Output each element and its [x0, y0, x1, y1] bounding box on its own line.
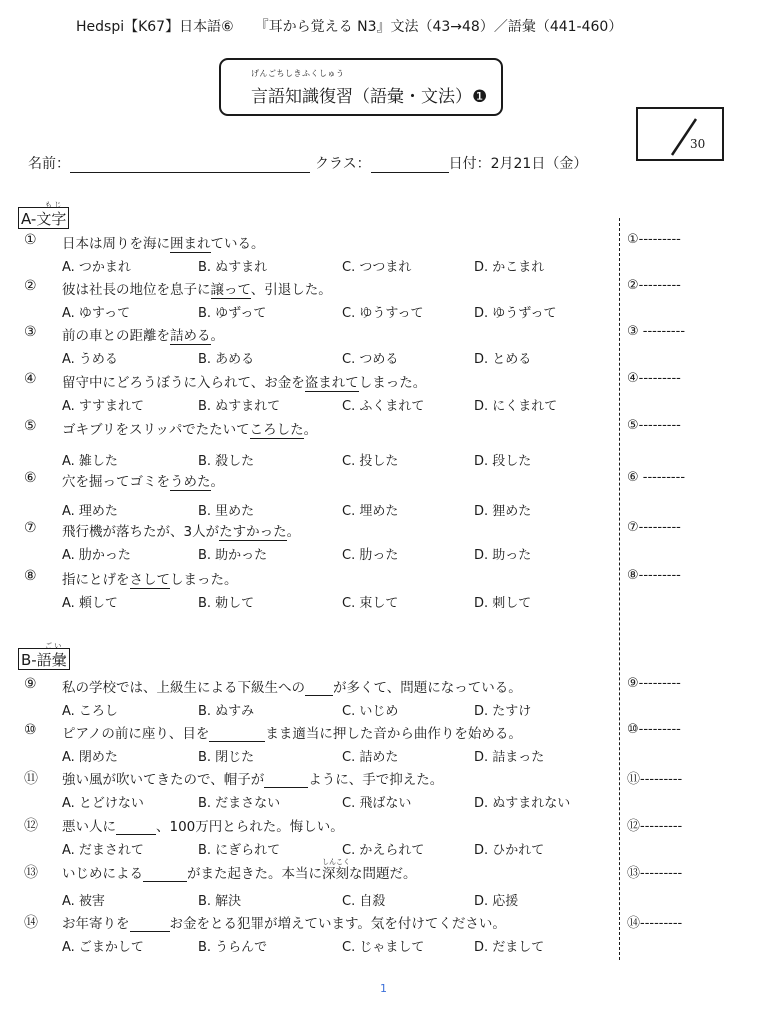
answer-option[interactable]: B. だまさない: [198, 796, 281, 811]
answer-option[interactable]: A. ごまかして: [62, 940, 144, 955]
question-text-post: 。: [303, 422, 318, 438]
fill-in-blank[interactable]: [143, 868, 187, 882]
question-text-post: 、100万円とられた。悔しい。: [156, 819, 344, 835]
question-number: ⑭: [24, 915, 38, 931]
answer-option[interactable]: B. 閉じた: [198, 750, 255, 765]
answer-option[interactable]: D. にくまれて: [474, 399, 558, 414]
answer-option[interactable]: A. 理めた: [62, 504, 118, 519]
question-text-post: しまった。: [358, 375, 427, 391]
answer-slot[interactable]: ⑧---------: [627, 568, 681, 583]
question-text-post: 。: [286, 524, 301, 540]
answer-option[interactable]: D. かこまれ: [474, 260, 545, 275]
score-slash-icon: [638, 109, 722, 159]
question-number: ⑨: [24, 676, 37, 692]
answer-option[interactable]: D. 助った: [474, 548, 532, 563]
question-text-pre: 留守中にどろうぼうに入られて、お金を: [62, 375, 305, 391]
question-number: ①: [24, 232, 37, 248]
answer-option[interactable]: D. ぬすまれない: [474, 796, 571, 811]
question-number: ⑤: [24, 418, 37, 434]
page-number: 1: [380, 982, 387, 995]
question-number: ⑩: [24, 722, 37, 738]
fill-in-blank[interactable]: [130, 918, 170, 932]
question-text-pre: 悪い人に: [62, 819, 116, 835]
section-a-ruby: も じ: [45, 201, 62, 209]
answer-option[interactable]: D. ひかれて: [474, 843, 545, 858]
answer-option[interactable]: D. たすけ: [474, 704, 532, 719]
answer-option[interactable]: B. 里めた: [198, 504, 255, 519]
name-field[interactable]: [28, 153, 310, 173]
answer-option[interactable]: C. 飛ばない: [342, 796, 412, 811]
answer-divider: [619, 218, 620, 960]
question-text-post: ように、手で抑えた。: [308, 772, 444, 788]
question-text-pre: 彼は社長の地位を息子に: [62, 282, 211, 298]
answer-option[interactable]: C. 肋った: [342, 548, 399, 563]
question-text-pre: 穴を掘ってゴミを: [62, 474, 170, 490]
question-number: ③: [24, 324, 37, 340]
question-text-post: 。: [210, 474, 224, 490]
answer-slot[interactable]: ⑨---------: [627, 676, 681, 691]
question-target-word: 囲まれ: [170, 236, 211, 252]
question-text: [62, 520, 300, 540]
question-number: ②: [24, 278, 37, 294]
answer-option[interactable]: B. あめる: [198, 352, 255, 367]
answer-slot[interactable]: ②---------: [627, 278, 681, 293]
answer-option[interactable]: B. 解決: [198, 894, 242, 909]
ruby-base: 深刻: [322, 866, 349, 882]
answer-option[interactable]: A. 被害: [62, 894, 105, 909]
question-text-pre: 飛行機が落ちたが、3人が: [62, 524, 220, 540]
answer-option[interactable]: B. ぬすみ: [198, 704, 255, 719]
question-text: [62, 912, 506, 932]
question-text-post: がまた起きた。本当に: [187, 866, 322, 882]
answer-option[interactable]: B. 助かった: [198, 548, 268, 563]
question-target-word: ころした: [249, 422, 304, 438]
answer-option[interactable]: B. にぎられて: [198, 843, 281, 858]
ruby-word: [322, 858, 350, 882]
answer-slot[interactable]: ⑤---------: [627, 418, 681, 433]
answer-option[interactable]: D. ゆうずって: [474, 306, 557, 321]
question-text: [62, 470, 224, 490]
section-b-ruby: ご い: [45, 642, 62, 650]
question-target-word: 詰める: [170, 328, 211, 344]
fill-in-blank[interactable]: [209, 728, 265, 742]
question-text-pre: 強い風が吹いてきたので、帽子が: [62, 772, 265, 788]
worksheet-title: 言語知識復習（語彙・文法）❶: [251, 87, 488, 107]
answer-option[interactable]: B. 殺した: [198, 454, 255, 469]
question-text-pre: 指にとげを: [62, 572, 130, 588]
section-b-heading: B-語彙: [18, 648, 70, 670]
fill-in-blank[interactable]: [264, 774, 308, 788]
ruby-reading: しんこく: [322, 858, 350, 866]
answer-option[interactable]: C. ゆうすって: [342, 306, 424, 321]
answer-slot[interactable]: ⑪---------: [627, 772, 683, 787]
answer-option[interactable]: A. 頼して: [62, 596, 118, 611]
answer-slot[interactable]: ⑥ ---------: [627, 470, 686, 485]
question-number: ⑦: [24, 520, 37, 536]
answer-option[interactable]: A. 雑した: [62, 454, 118, 469]
score-box: [636, 107, 724, 161]
answer-slot[interactable]: ⑬---------: [627, 866, 683, 881]
question-target-word: 譲って: [210, 282, 251, 298]
answer-option[interactable]: A. うめる: [62, 352, 118, 367]
answer-option[interactable]: D. 狸めた: [474, 504, 532, 519]
question-text: [62, 232, 265, 252]
question-text-pre: お年寄りを: [62, 916, 130, 932]
answer-option[interactable]: A. つかまれ: [62, 260, 131, 275]
question-target-word: うめた: [170, 474, 211, 490]
question-text-post: 。: [210, 328, 224, 344]
question-number: ④: [24, 371, 37, 387]
title-box: [219, 58, 503, 116]
question-text: [62, 418, 317, 438]
answer-option[interactable]: C. いじめ: [342, 704, 399, 719]
question-number: ⑫: [24, 818, 38, 834]
answer-option[interactable]: A. だまされて: [62, 843, 144, 858]
answer-slot[interactable]: ⑫---------: [627, 819, 683, 834]
fill-in-blank[interactable]: [305, 682, 333, 696]
class-blank[interactable]: [371, 158, 449, 173]
answer-option[interactable]: D. 刺して: [474, 596, 532, 611]
answer-option[interactable]: D. だまして: [474, 940, 545, 955]
answer-slot[interactable]: ⑭---------: [627, 916, 683, 931]
answer-option[interactable]: B. ぬすまれ: [198, 260, 268, 275]
class-field[interactable]: [315, 153, 587, 173]
question-text-post: な問題だ。: [349, 866, 417, 882]
question-target-word: 盗まれて: [304, 375, 359, 391]
title-ruby: げんごちしきふくしゅう: [251, 69, 345, 78]
question-text-pre: 私の学校では、上級生による下級生への: [62, 680, 305, 696]
answer-option[interactable]: A. すすまれて: [62, 399, 145, 414]
date-label: 日付：2月21日（金）: [448, 156, 588, 172]
answer-slot[interactable]: ④---------: [627, 371, 681, 386]
answer-option[interactable]: A. ゆすって: [62, 306, 131, 321]
question-text-pre: ゴキブリをスリッパでたたいて: [62, 422, 250, 438]
answer-option[interactable]: A. ころし: [62, 704, 118, 719]
question-number: ⑬: [24, 865, 38, 881]
answer-option[interactable]: C. 束して: [342, 596, 399, 611]
name-blank[interactable]: [70, 158, 310, 173]
question-text: [62, 815, 344, 835]
worksheet-header: Hedspi【K67】日本語⑥ 『耳から覚える N3』文法（43→48）／語彙（441-460）: [76, 19, 623, 35]
class-label: クラス：: [315, 156, 371, 172]
answer-option[interactable]: A. とどけない: [62, 796, 144, 811]
question-text-pre: 前の車との距離を: [62, 328, 170, 344]
question-text-post: まま適当に押した音から曲作りを始める。: [265, 726, 522, 742]
question-text-post: ている。: [210, 236, 265, 252]
answer-option[interactable]: D. とめる: [474, 352, 532, 367]
answer-option[interactable]: C. 投した: [342, 454, 399, 469]
answer-option[interactable]: C. つつまれ: [342, 260, 412, 275]
answer-slot[interactable]: ③ ---------: [627, 324, 686, 339]
question-text-post: しまった。: [170, 572, 238, 588]
answer-option[interactable]: C. ふくまれて: [342, 399, 425, 414]
question-target-word: たすかった: [219, 524, 287, 540]
answer-option[interactable]: C. 自殺: [342, 894, 386, 909]
answer-option[interactable]: A. 閉めた: [62, 750, 118, 765]
name-label: 名前：: [28, 156, 70, 172]
answer-slot[interactable]: ①---------: [627, 232, 681, 247]
answer-option[interactable]: B. 勅して: [198, 596, 255, 611]
question-text: [62, 676, 522, 696]
score-total: 30: [690, 137, 706, 151]
question-number: ⑧: [24, 568, 37, 584]
answer-option[interactable]: C. 埋めた: [342, 504, 399, 519]
question-text: [62, 371, 426, 391]
question-text-post: 、引退した。: [250, 282, 332, 298]
question-text: [62, 324, 224, 344]
question-text-post: が多くて、問題になっている。: [333, 680, 522, 696]
question-text: [62, 768, 443, 788]
answer-option[interactable]: B. ゆずって: [198, 306, 267, 321]
question-text-pre: ピアノの前に座り、目を: [62, 726, 210, 742]
answer-option[interactable]: D. 詰まった: [474, 750, 545, 765]
question-text: [62, 722, 522, 742]
question-number: ⑥: [24, 470, 37, 486]
question-text-post: お金をとる犯罪が増えています。気を付けてください。: [169, 916, 506, 932]
fill-in-blank[interactable]: [116, 821, 156, 835]
answer-option[interactable]: D. 段した: [474, 454, 532, 469]
question-text: [62, 568, 238, 588]
section-a-heading: A-文字: [18, 207, 69, 229]
answer-option[interactable]: B. うらんで: [198, 940, 268, 955]
answer-option[interactable]: A. 肋かった: [62, 548, 131, 563]
answer-slot[interactable]: ⑦---------: [627, 520, 681, 535]
question-target-word: さして: [129, 572, 170, 588]
answer-option[interactable]: C. つめる: [342, 352, 399, 367]
answer-option[interactable]: C. じゃまして: [342, 940, 425, 955]
answer-option[interactable]: D. 応援: [474, 894, 519, 909]
answer-slot[interactable]: ⑩---------: [627, 722, 681, 737]
answer-option[interactable]: C. 詰めた: [342, 750, 399, 765]
question-number: ⑪: [24, 771, 38, 787]
answer-option[interactable]: C. かえられて: [342, 843, 425, 858]
question-text-pre: いじめによる: [62, 866, 143, 882]
question-text: [62, 278, 332, 298]
question-text: [62, 858, 417, 882]
answer-option[interactable]: B. ぬすまれて: [198, 399, 281, 414]
question-text-pre: 日本は周りを海に: [62, 236, 170, 252]
